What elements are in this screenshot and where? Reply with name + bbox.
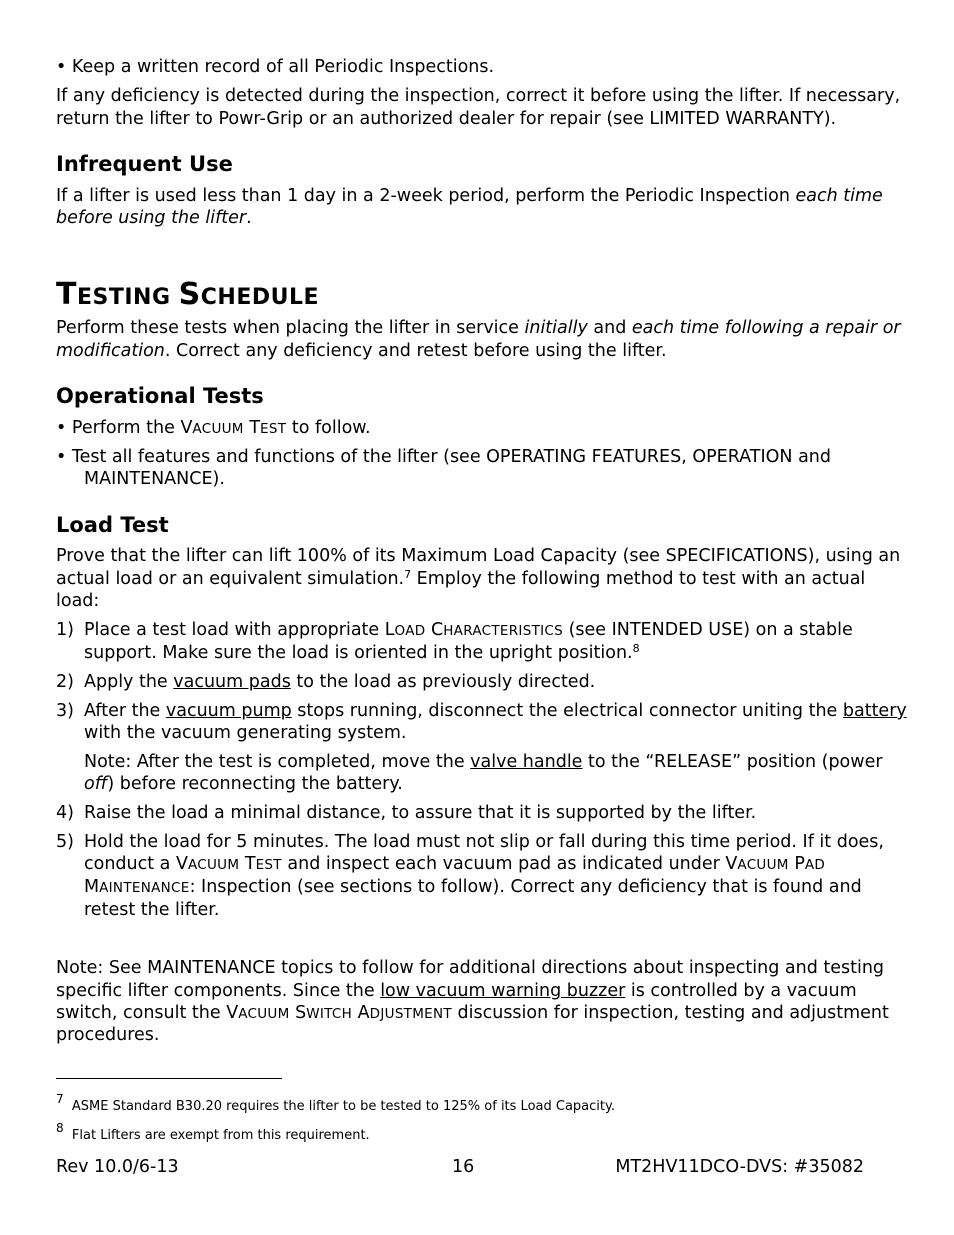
step-1-number: 1)	[56, 620, 74, 640]
testing-intro-line-1: Perform these tests when placing the lifter in service initially and each time following a repair or	[56, 318, 901, 338]
footnote-8: $^8$ Flat Lifters are exempt from this requirement.	[56, 1121, 370, 1143]
bullet-test-features-line-1: • Test all features and functions of the lifter (see OPERATING FEATURES, OPERATION and	[56, 447, 831, 467]
bullet-test-features-line-2: MAINTENANCE).	[84, 469, 225, 489]
step-1-line-2: support. Make sure the load is oriented in the upright position.$^8$	[84, 642, 640, 663]
step-2-number: 2)	[56, 672, 74, 692]
final-note-line-3: switch, consult the VACUUM SWITCH ADJUSTMENT discussion for inspection, testing and adjustment	[56, 1003, 889, 1023]
load-paragraph-line-3: load:	[56, 591, 100, 611]
link-vacuum-pump: vacuum pump	[165, 701, 292, 721]
step-1-line-1: Place a test load with appropriate LOAD CHARACTERISTICS (see INTENDED USE) on a stable	[84, 620, 853, 640]
footnote-separator	[56, 1078, 282, 1079]
step-2-text: Apply the vacuum pads to the load as previously directed.	[84, 672, 596, 692]
footnote-7: $^7$ ASME Standard B30.20 requires the lifter to be tested to 125% of its Load Capacity.	[56, 1092, 615, 1114]
load-paragraph-line-1: Prove that the lifter can lift 100% of its Maximum Load Capacity (see SPECIFICATIONS), using an	[56, 546, 901, 566]
footer-revision: Rev 10.0/6-13	[56, 1157, 179, 1177]
link-vacuum-pads: vacuum pads	[173, 672, 291, 692]
load-paragraph-line-2: actual load or an equivalent simulation.$^7$ Employ the following method to test with an actual	[56, 568, 866, 589]
bullet-vacuum-test: • Perform the VACUUM TEST to follow.	[56, 418, 371, 438]
link-low-vacuum-warning-buzzer: low vacuum warning buzzer	[380, 981, 626, 1001]
heading-infrequent-use: Infrequent Use	[56, 152, 233, 176]
step-4-number: 4)	[56, 803, 74, 823]
step-5-line-2: conduct a VACUUM TEST and inspect each vacuum pad as indicated under VACUUM PAD	[84, 854, 826, 874]
heading-load-test: Load Test	[56, 513, 169, 537]
final-note-line-1: Note: See MAINTENANCE topics to follow for additional directions about inspecting and testing	[56, 958, 885, 978]
heading-testing-schedule: TESTING SCHEDULE	[56, 277, 320, 312]
footer-document-id: MT2HV11DCO-DVS: #35082	[615, 1157, 864, 1177]
step-3-note-line-2: off) before reconnecting the battery.	[84, 774, 403, 794]
step-5-line-4: retest the lifter.	[84, 900, 220, 920]
step-3-number: 3)	[56, 701, 74, 721]
footnote-ref-7: 7	[404, 568, 412, 581]
step-4-text: Raise the load a minimal distance, to assure that it is supported by the lifter.	[84, 803, 757, 823]
footer-page-number: 16	[452, 1157, 475, 1177]
deficiency-paragraph-line-2: return the lifter to Powr-Grip or an authorized dealer for repair (see LIMITED WARRANTY).	[56, 109, 837, 129]
step-5-line-3: MAINTENANCE: Inspection (see sections to follow). Correct any deficiency that is found and	[84, 877, 862, 897]
step-3-line-1: After the vacuum pump stops running, disconnect the electrical connector uniting the battery	[84, 701, 907, 721]
footnote-ref-8: 8	[632, 642, 640, 655]
step-5-line-1: Hold the load for 5 minutes. The load must not slip or fall during this time period. If it does,	[84, 832, 884, 852]
step-3-note-line-1: Note: After the test is completed, move the valve handle to the “RELEASE” position (power	[84, 752, 883, 772]
deficiency-paragraph-line-1: If any deficiency is detected during the inspection, correct it before using the lifter. If necessary,	[56, 86, 901, 106]
infrequent-paragraph-line-1: If a lifter is used less than 1 day in a 2-week period, perform the Periodic Inspection each time	[56, 186, 883, 206]
final-note-line-2: specific lifter components. Since the low vacuum warning buzzer is controlled by a vacuum	[56, 981, 857, 1001]
testing-intro-line-2: modification. Correct any deficiency and retest before using the lifter.	[56, 341, 667, 361]
link-battery: battery	[842, 701, 907, 721]
step-3-line-2: with the vacuum generating system.	[84, 723, 407, 743]
bullet-written-record: • Keep a written record of all Periodic Inspections.	[56, 57, 495, 77]
heading-operational-tests: Operational Tests	[56, 384, 264, 408]
infrequent-paragraph-line-2: before using the lifter.	[56, 208, 252, 228]
final-note-line-4: procedures.	[56, 1025, 160, 1045]
step-5-number: 5)	[56, 832, 74, 852]
link-valve-handle: valve handle	[470, 752, 583, 772]
